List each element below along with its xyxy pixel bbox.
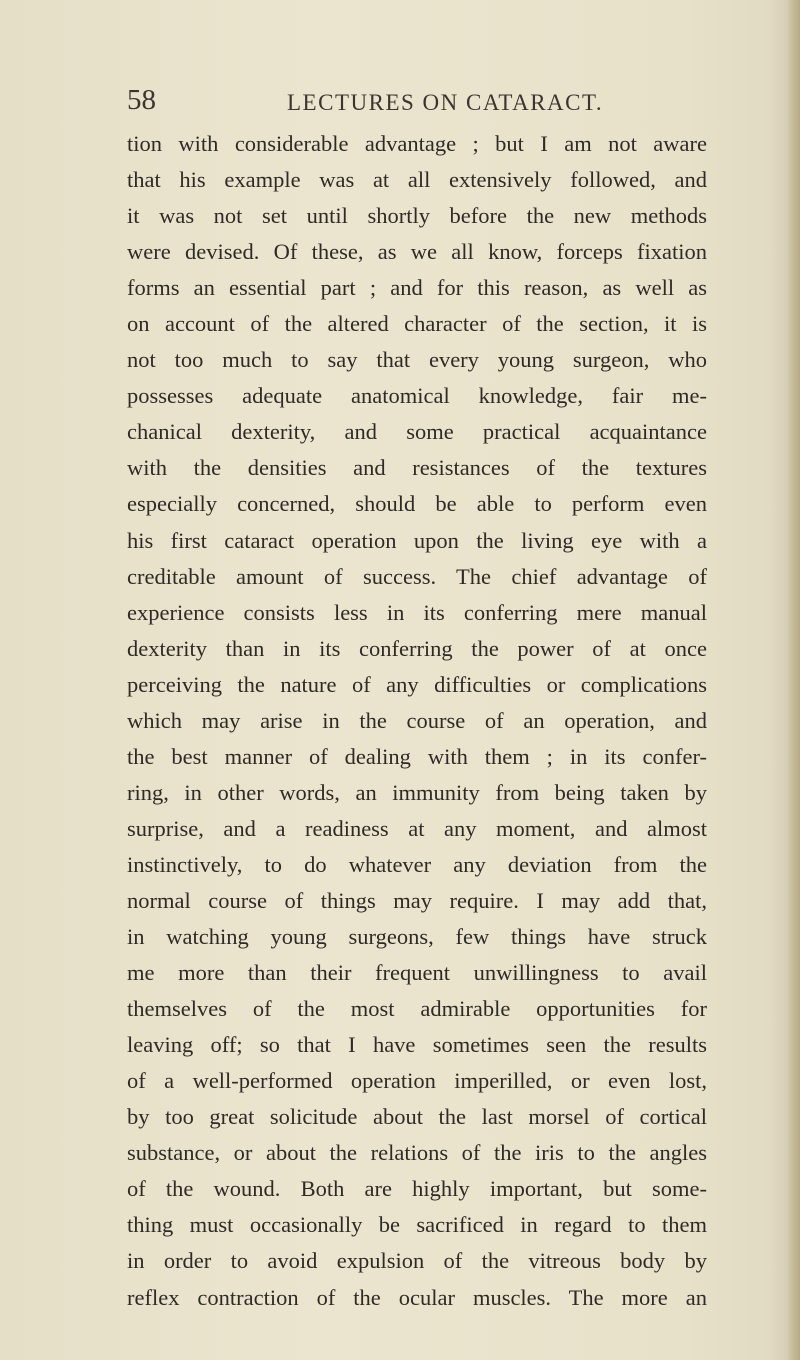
text-line: creditable amount of success. The chief advantage of — [127, 563, 707, 589]
text-line: of the wound. Both are highly important, but some- — [127, 1176, 707, 1202]
text-line: normal course of things may require. I may add that, — [127, 887, 707, 913]
text-line: instinctively, to do whatever any deviation from the — [127, 851, 707, 877]
text-line: by too great solicitude about the last morsel of cortical — [127, 1104, 707, 1130]
text-line: which may arise in the course of an operation, and — [127, 707, 707, 733]
page-number: 58 — [127, 84, 156, 116]
text-line: tion with considerable advantage ; but I am not aware — [127, 131, 707, 156]
text-line: in watching young surgeons, few things have struck — [127, 924, 707, 950]
text-line: themselves of the most admirable opportunities for — [127, 996, 707, 1022]
running-head: LECTURES ON CATARACT. — [287, 90, 604, 115]
body-text — [127, 126, 707, 1316]
text-line: of a well-performed operation imperilled, or even lost, — [127, 1068, 707, 1094]
text-line: forms an essential part ; and for this reason, as well as — [127, 275, 707, 301]
text-line: his first cataract operation upon the living eye with a — [127, 527, 707, 553]
text-line: thing must occasionally be sacrificed in regard to them — [127, 1212, 707, 1238]
text-line: with the densities and resistances of the textures — [127, 455, 707, 481]
text-line: perceiving the nature of any difficulties or complications — [127, 671, 707, 697]
text-line: especially concerned, should be able to perform even — [127, 491, 707, 517]
text-line: dexterity than in its conferring the power of at once — [127, 635, 707, 661]
text-line: were devised. Of these, as we all know, forceps fixation — [127, 239, 707, 265]
page-header — [127, 84, 707, 124]
text-line: chanical dexterity, and some practical acquaintance — [127, 419, 707, 445]
text-line: substance, or about the relations of the iris to the angles — [127, 1140, 707, 1166]
text-line: leaving off; so that I have sometimes seen the results — [127, 1032, 707, 1058]
text-line: not too much to say that every young surgeon, who — [127, 347, 707, 373]
page-edge — [786, 0, 800, 1360]
text-line: that his example was at all extensively followed, and — [127, 167, 707, 193]
text-line: surprise, and a readiness at any moment, and almost — [127, 815, 707, 841]
text-line: reflex contraction of the ocular muscles. The more an — [127, 1284, 707, 1310]
text-line: ring, in other words, an immunity from being taken by — [127, 779, 707, 805]
text-line: on account of the altered character of the section, it is — [127, 311, 707, 337]
text-line: me more than their frequent unwillingness to avail — [127, 960, 707, 986]
text-line: the best manner of dealing with them ; in its confer- — [127, 743, 707, 769]
text-line: it was not set until shortly before the new methods — [127, 203, 707, 229]
text-line: in order to avoid expulsion of the vitreous body by — [127, 1248, 707, 1274]
text-line: possesses adequate anatomical knowledge, fair me- — [127, 383, 707, 409]
text-line: experience consists less in its conferring mere manual — [127, 599, 707, 625]
